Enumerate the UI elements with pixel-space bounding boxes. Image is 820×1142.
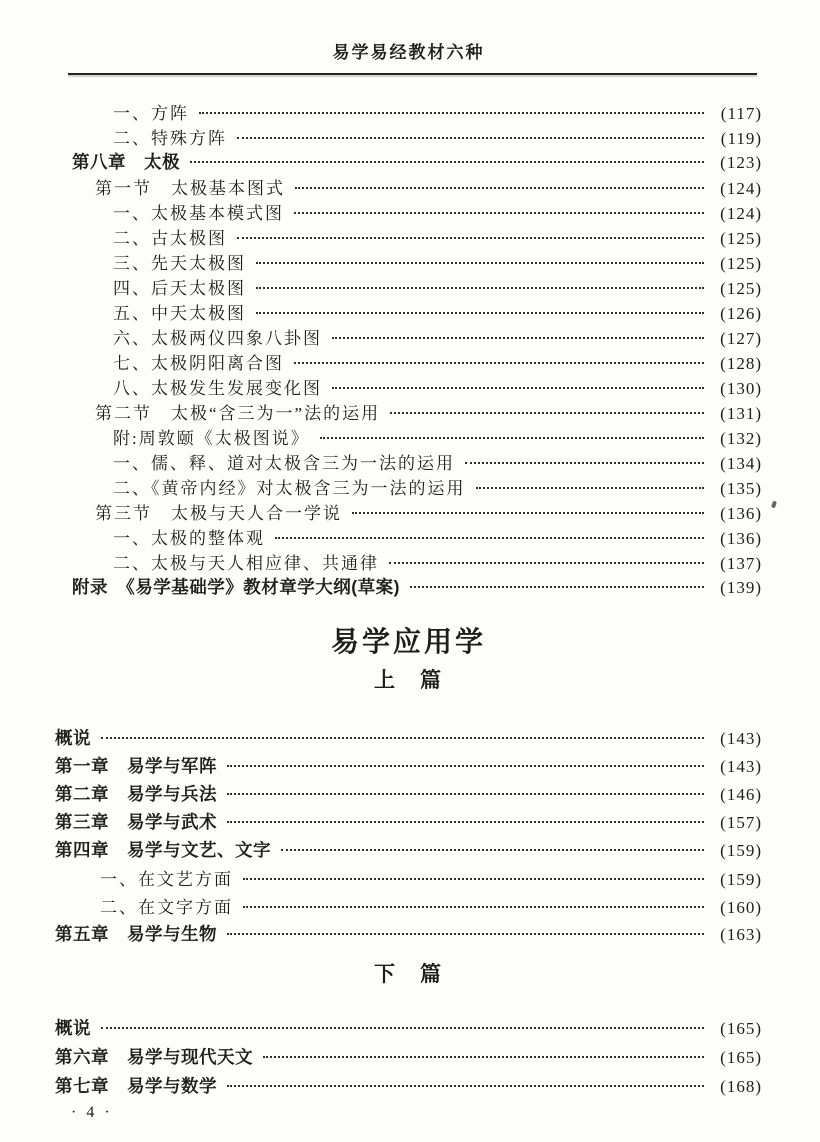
toc-entry-page-number: (159) — [720, 870, 762, 889]
toc-entry — [55, 1015, 762, 1044]
dotted-leader — [294, 212, 704, 214]
toc-entry — [55, 893, 762, 921]
toc-entry — [55, 274, 762, 299]
part-title-upper: 上 篇 — [374, 668, 443, 692]
toc-entry — [55, 199, 762, 224]
toc-entry — [55, 224, 762, 249]
toc-entry-page-number: (160) — [720, 898, 762, 917]
toc-entry-label: 一、方阵 — [113, 104, 189, 123]
dotted-leader — [227, 933, 704, 935]
toc-entry — [55, 449, 762, 474]
toc-entry — [55, 499, 762, 524]
toc-entry — [55, 753, 762, 781]
toc-entry-page-number: (137) — [720, 554, 762, 573]
toc-entry — [55, 324, 762, 349]
toc-entry-page-number: (119) — [720, 129, 762, 148]
dotted-leader — [410, 586, 704, 588]
scan-speck-artifact — [771, 501, 777, 509]
dotted-leader — [243, 906, 704, 908]
footer-page-number: · 4 · — [71, 1104, 113, 1121]
toc-entry-label: 第二节 太极“含三为一”法的运用 — [95, 404, 381, 423]
dotted-leader — [281, 849, 704, 851]
toc-entry-page-number: (159) — [720, 841, 762, 860]
toc-entry — [55, 524, 762, 549]
dotted-leader — [465, 462, 704, 464]
toc-entry-page-number: (165) — [720, 1048, 762, 1067]
toc-entry-label: 六、太极两仪四象八卦图 — [113, 329, 322, 348]
dotted-leader — [389, 562, 704, 564]
toc-entry — [55, 424, 762, 449]
toc-entry-page-number: (139) — [720, 578, 762, 597]
toc-entry-label: 二、《黄帝内经》对太极含三为一法的运用 — [113, 479, 466, 498]
toc-entry-label: 第四章 易学与文艺、文字 — [55, 840, 271, 860]
toc-entry — [55, 374, 762, 399]
toc-entry-label: 第三章 易学与武术 — [55, 812, 217, 832]
toc-entry-page-number: (126) — [720, 304, 762, 323]
toc-entry-page-number: (124) — [720, 179, 762, 198]
toc-entry-label: 第二章 易学与兵法 — [55, 784, 217, 804]
toc-entry-page-number: (117) — [720, 104, 762, 123]
dotted-leader — [332, 387, 704, 389]
toc-entry-page-number: (125) — [720, 279, 762, 298]
toc-entry — [55, 124, 762, 149]
dotted-leader — [294, 362, 704, 364]
toc-entry — [55, 474, 762, 499]
toc-entry-label: 一、太极的整体观 — [113, 529, 265, 548]
toc-entry-page-number: (135) — [720, 479, 762, 498]
toc-entry-page-number: (157) — [720, 813, 762, 832]
toc-entry-page-number: (165) — [720, 1019, 762, 1038]
toc-entry-page-number: (125) — [720, 229, 762, 248]
toc-entry-label: 第七章 易学与数学 — [55, 1076, 217, 1096]
toc-entry-page-number: (136) — [720, 504, 762, 523]
toc-block-upper — [55, 725, 762, 949]
toc-entry-label: 四、后天太极图 — [113, 279, 246, 298]
toc-entry — [55, 725, 762, 753]
toc-entry-label: 二、古太极图 — [113, 229, 227, 248]
dotted-leader — [101, 737, 704, 739]
toc-entry-page-number: (125) — [720, 254, 762, 273]
toc-entry-page-number: (132) — [720, 429, 762, 448]
toc-entry-label: 第一章 易学与军阵 — [55, 756, 217, 776]
dotted-leader — [320, 437, 704, 439]
toc-entry-label: 第三节 太极与天人合一学说 — [95, 504, 342, 523]
toc-entry-page-number: (130) — [720, 379, 762, 398]
toc-entry-page-number: (146) — [720, 785, 762, 804]
toc-entry-page-number: (134) — [720, 454, 762, 473]
toc-entry-page-number: (128) — [720, 354, 762, 373]
toc-entry-label: 第六章 易学与现代天文 — [55, 1047, 253, 1067]
toc-entry-page-number: (168) — [720, 1077, 762, 1096]
dotted-leader — [243, 878, 704, 880]
toc-entry-label: 三、先天太极图 — [113, 254, 246, 273]
section-title: 易学应用学 — [330, 626, 486, 657]
toc-entry — [55, 549, 762, 574]
toc-entry — [55, 174, 762, 199]
toc-entry — [55, 1073, 762, 1102]
toc-entry-page-number: (124) — [720, 204, 762, 223]
toc-entry — [55, 99, 762, 124]
dotted-leader — [476, 487, 705, 489]
dotted-leader — [256, 262, 704, 264]
toc-entry-label: 二、特殊方阵 — [113, 129, 227, 148]
toc-entry — [55, 249, 762, 274]
toc-entry-label: 第八章 太极 — [72, 152, 180, 172]
toc-entry — [55, 1044, 762, 1073]
toc-entry — [55, 574, 762, 599]
toc-entry — [55, 149, 762, 174]
toc-entry-label: 八、太极发生发展变化图 — [113, 379, 322, 398]
toc-entry — [55, 349, 762, 374]
toc-entry-label: 五、中天太极图 — [113, 304, 246, 323]
toc-entry-label: 七、太极阴阳离合图 — [113, 354, 284, 373]
dotted-leader — [295, 187, 704, 189]
dotted-leader — [237, 237, 704, 239]
toc-entry-label: 附录 《易学基础学》教材章学大纲(草案) — [72, 577, 400, 597]
dotted-leader — [256, 312, 704, 314]
dotted-leader — [332, 337, 704, 339]
dotted-leader — [256, 287, 704, 289]
dotted-leader — [227, 1085, 704, 1087]
dotted-leader — [275, 537, 704, 539]
toc-entry-page-number: (143) — [720, 729, 762, 748]
toc-entry — [55, 399, 762, 424]
dotted-leader — [227, 793, 704, 795]
toc-entry — [55, 921, 762, 949]
toc-entry-label: 二、太极与天人相应律、共通律 — [113, 554, 379, 573]
toc-entry-label: 附:周敦颐《太极图说》 — [113, 429, 310, 448]
dotted-leader — [227, 765, 704, 767]
toc-entry-page-number: (131) — [720, 404, 762, 423]
toc-entry-page-number: (163) — [720, 925, 762, 944]
toc-entry-page-number: (143) — [720, 757, 762, 776]
dotted-leader — [190, 161, 704, 163]
dotted-leader — [263, 1056, 704, 1058]
toc-entry — [55, 865, 762, 893]
toc-entry-page-number: (127) — [720, 329, 762, 348]
toc-entry-label: 概说 — [55, 728, 91, 748]
toc-block-lower — [55, 1015, 762, 1102]
toc-entry-label: 第一节 太极基本图式 — [95, 179, 285, 198]
dotted-leader — [390, 412, 704, 414]
toc-entry-page-number: (123) — [720, 153, 762, 172]
running-header-title: 易学易经教材六种 — [332, 43, 485, 62]
dotted-leader — [352, 512, 704, 514]
toc-entry-label: 一、在文艺方面 — [100, 870, 233, 889]
toc-entry-label: 一、太极基本模式图 — [113, 204, 284, 223]
dotted-leader — [199, 112, 704, 114]
dotted-leader — [237, 137, 704, 139]
toc-entry-page-number: (136) — [720, 529, 762, 548]
toc-entry — [55, 809, 762, 837]
header-rule — [68, 73, 757, 75]
toc-entry — [55, 299, 762, 324]
toc-entry — [55, 781, 762, 809]
toc-entry-label: 一、儒、释、道对太极含三为一法的运用 — [113, 454, 455, 473]
dotted-leader — [227, 821, 704, 823]
toc-entry-label: 第五章 易学与生物 — [55, 924, 217, 944]
toc-entry — [55, 837, 762, 865]
dotted-leader — [101, 1027, 704, 1029]
part-title-lower: 下 篇 — [374, 962, 443, 986]
toc-entry-label: 概说 — [55, 1018, 91, 1038]
toc-entry-label: 二、在文字方面 — [100, 898, 233, 917]
toc-block-main — [55, 99, 762, 599]
